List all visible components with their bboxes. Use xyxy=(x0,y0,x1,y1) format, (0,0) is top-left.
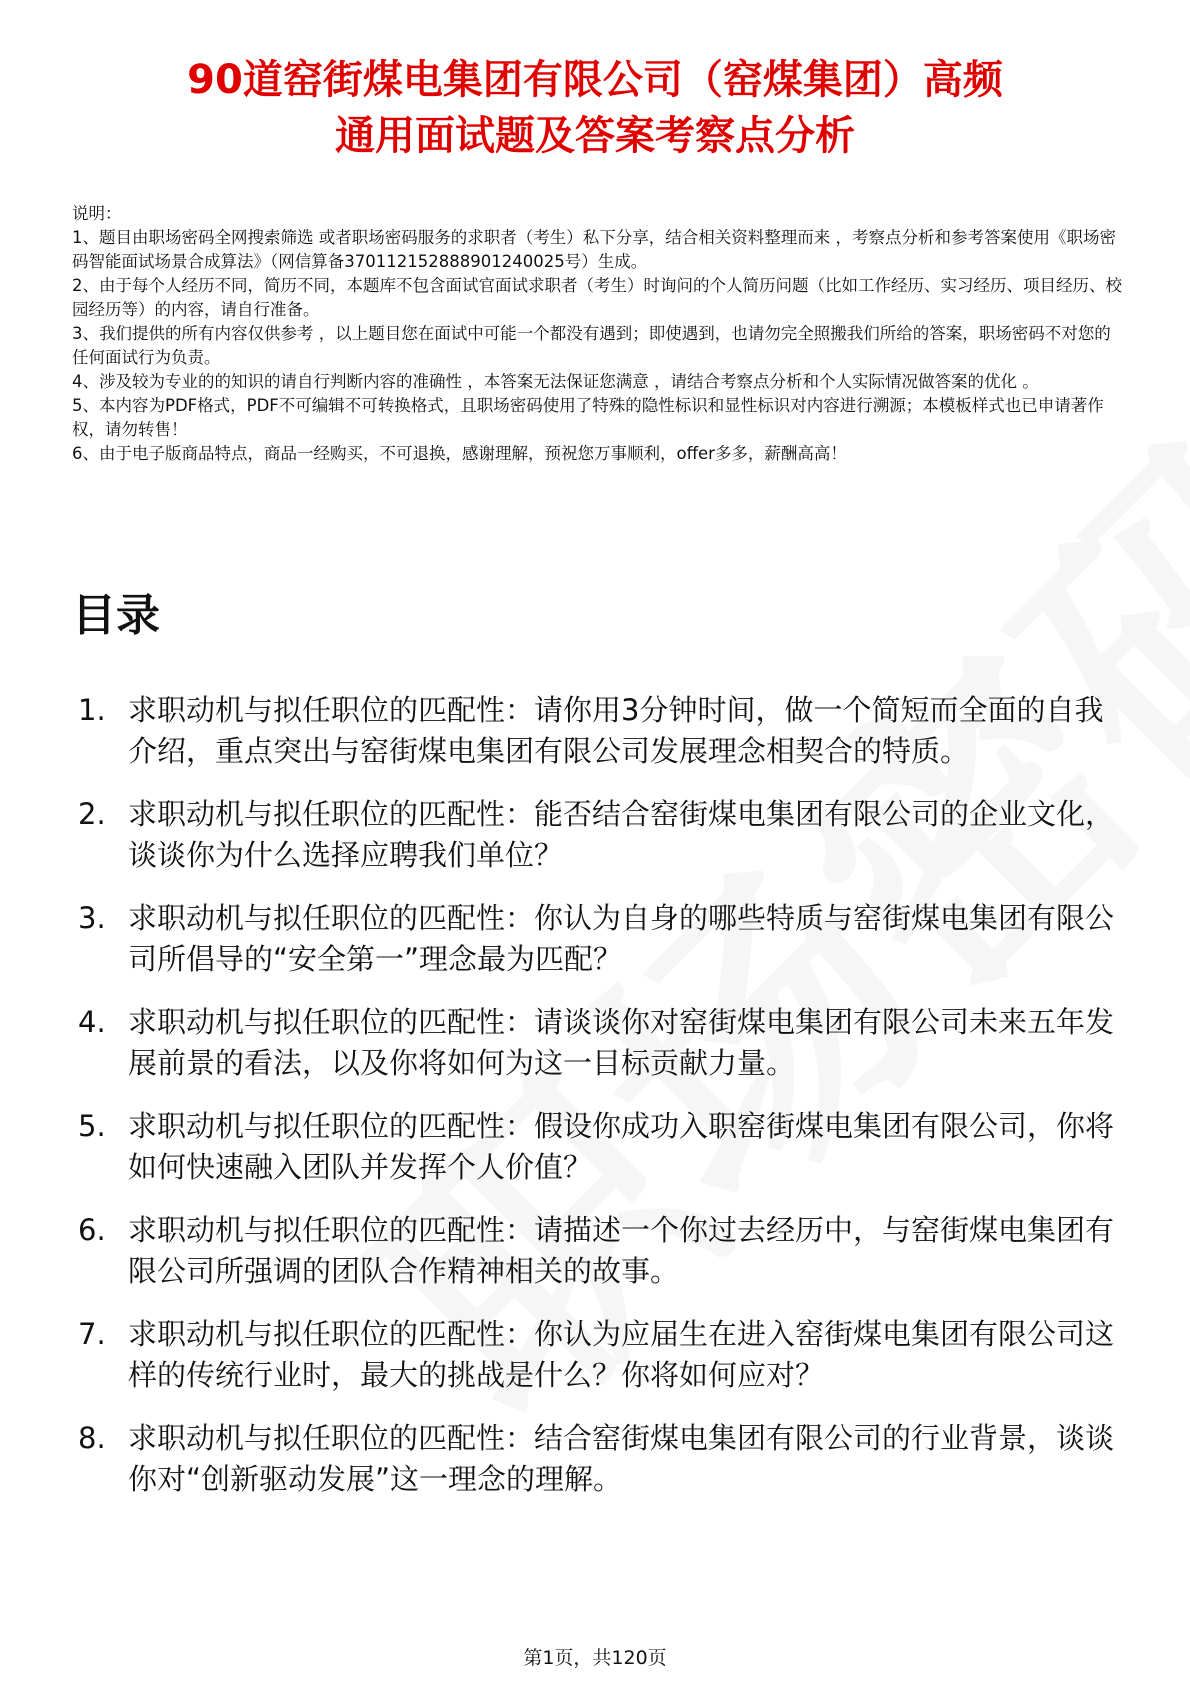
note-item: 1、题目由职场密码全网搜索筛选 或者职场密码服务的求职者（考生）私下分享，结合相关资料整理而来 ，考察点分析和参考答案使用《职场密码智能面试场景合成算法》（网信算备370112152888901240025号）生成。 xyxy=(72,228,1116,271)
notes-heading: 说明： xyxy=(72,204,122,223)
toc-item[interactable] xyxy=(72,1002,1132,1084)
toc-item[interactable] xyxy=(72,1106,1132,1188)
toc-item[interactable] xyxy=(72,1210,1132,1292)
table-of-contents xyxy=(72,690,1132,1522)
toc-item[interactable] xyxy=(72,898,1132,980)
note-item: 2、由于每个人经历不同，简历不同，本题库不包含面试官面试求职者（考生）时询问的个人简历问题（比如工作经历、实习经历、项目经历、校园经历等）的内容，请自行准备。 xyxy=(72,276,1122,319)
note-item: 6、由于电子版商品特点，商品一经购买，不可退换，感谢理解，预祝您万事顺利，offer多多，薪酬高高！ xyxy=(72,444,847,463)
toc-item-number: 8. xyxy=(78,1421,106,1455)
toc-item-text: 求职动机与拟任职位的匹配性：假设你成功入职窑街煤电集团有限公司，你将如何快速融入团队并发挥个人价值？ xyxy=(128,1109,1115,1184)
title-line-1: 90道窑街煤电集团有限公司（窑煤集团）高频 xyxy=(187,57,1003,103)
notes-section xyxy=(72,202,1122,466)
toc-item-number: 4. xyxy=(78,1005,106,1039)
toc-item-number: 1. xyxy=(78,693,106,727)
toc-heading: 目录 xyxy=(72,590,160,641)
toc-item-number: 7. xyxy=(78,1317,106,1351)
note-item: 5、本内容为PDF格式，PDF不可编辑不可转换格式，且职场密码使用了特殊的隐性标识和显性标识对内容进行溯源；本模板样式也已申请著作权，请勿转售！ xyxy=(72,396,1104,439)
toc-item-text: 求职动机与拟任职位的匹配性：结合窑街煤电集团有限公司的行业背景，谈谈你对“创新驱动发展”这一理念的理解。 xyxy=(128,1421,1115,1496)
toc-item[interactable] xyxy=(72,690,1132,772)
toc-item-text: 求职动机与拟任职位的匹配性：你认为自身的哪些特质与窑街煤电集团有限公司所倡导的“安全第一”理念最为匹配？ xyxy=(128,901,1115,976)
toc-item-number: 2. xyxy=(78,797,106,831)
title-line-2: 通用面试题及答案考察点分析 xyxy=(335,113,855,159)
toc-item-number: 3. xyxy=(78,901,106,935)
note-item: 4、涉及较为专业的的知识的请自行判断内容的准确性 ，本答案无法保证您满意 ，请结合考察点分析和个人实际情况做答案的优化 。 xyxy=(72,372,1039,391)
document-title xyxy=(60,52,1130,164)
toc-item[interactable] xyxy=(72,1418,1132,1500)
toc-item-text: 求职动机与拟任职位的匹配性：请你用3分钟时间，做一个简短而全面的自我介绍，重点突出与窑街煤电集团有限公司发展理念相契合的特质。 xyxy=(128,693,1104,768)
toc-item-number: 5. xyxy=(78,1109,106,1143)
note-item: 3、我们提供的所有内容仅供参考 ，以上题目您在面试中可能一个都没有遇到；即使遇到，也请勿完全照搬我们所给的答案，职场密码不对您的任何面试行为负责。 xyxy=(72,324,1111,367)
toc-item-text: 求职动机与拟任职位的匹配性：请谈谈你对窑街煤电集团有限公司未来五年发展前景的看法，以及你将如何为这一目标贡献力量。 xyxy=(128,1005,1115,1080)
toc-item-text: 求职动机与拟任职位的匹配性：你认为应届生在进入窑街煤电集团有限公司这样的传统行业时，最大的挑战是什么？你将如何应对？ xyxy=(128,1317,1115,1392)
toc-item[interactable] xyxy=(72,1314,1132,1396)
toc-item-text: 求职动机与拟任职位的匹配性：请描述一个你过去经历中，与窑街煤电集团有限公司所强调的团队合作精神相关的故事。 xyxy=(128,1213,1115,1288)
page-footer: 第1页，共120页 xyxy=(523,1647,667,1669)
toc-item-text: 求职动机与拟任职位的匹配性：能否结合窑街煤电集团有限公司的企业文化，谈谈你为什么选择应聘我们单位？ xyxy=(128,797,1115,872)
toc-item[interactable] xyxy=(72,794,1132,876)
toc-item-number: 6. xyxy=(78,1213,106,1247)
